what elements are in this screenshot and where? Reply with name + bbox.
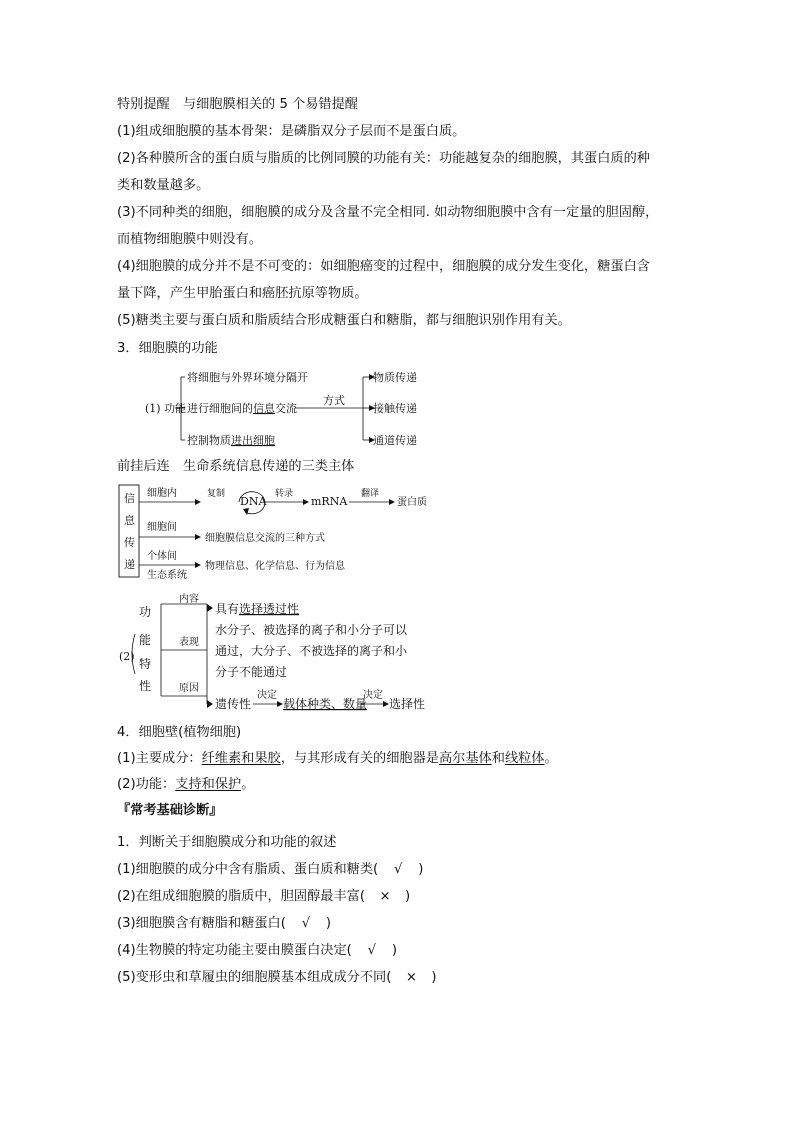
label-translation: 翻译	[361, 489, 380, 499]
tip-item-4: (4)细胞膜的成分并不是不可变的：如细胞癌变的过程中，细胞膜的成分发生变化，糖蛋白含	[117, 259, 650, 274]
cause-selectivity: 选择性	[389, 697, 426, 711]
check-mark: √	[367, 943, 377, 958]
label-replication: 复制	[207, 489, 226, 499]
branch-cause: 原因	[179, 683, 199, 694]
link-title: 前挂后连 生命系统信息传递的三类主体	[117, 459, 355, 474]
cell-wall-components: (1)主要成分：纤维素和果胶，与其形成有关的细胞器是高尔基体和线粒体。	[117, 751, 558, 766]
row-individual: 个体间	[147, 551, 177, 562]
func-label: (1) 功能	[145, 402, 187, 415]
tip-item-5: (5)糖类主要与蛋白质和脂质结合形成糖蛋白和糖脂，都与细胞识别作用有关。	[117, 313, 571, 328]
branch-expression: 表现	[179, 637, 199, 648]
tip-item-3-cont: 而植物细胞膜中则没有。	[117, 232, 263, 247]
cell-wall-function: (2)功能：支持和保护。	[117, 777, 255, 792]
tip-item-3: (3)不同种类的细胞，细胞膜的成分及含量不完全相同. 如动物细胞膜中含有一定量的胆固醇，	[117, 205, 659, 220]
tip-item-2: (2)各种膜所含的蛋白质与脂质的比例同膜的功能有关：功能越复杂的细胞膜，其蛋白质的种	[117, 151, 650, 166]
check-mark: √	[301, 916, 311, 931]
flow-dna: DNA	[240, 495, 267, 508]
check-mark: √	[394, 862, 403, 877]
tip-item-2-cont: 类和数量越多。	[117, 178, 210, 193]
tip-title: 特别提醒 与细胞膜相关的 5 个易错提醒	[117, 97, 358, 112]
label-transcription: 转录	[275, 489, 294, 499]
judgement-item-4: (4)生物膜的特定功能主要由膜蛋白决定( √ )	[117, 943, 397, 958]
func-transport: 控制物质进出细胞	[187, 434, 275, 447]
row-intracellular: 细胞内	[147, 488, 177, 499]
way-label: 方式	[323, 394, 345, 407]
box-char-2: 息	[124, 514, 135, 527]
tip-item-4-cont: 量下降，产生甲胎蛋白和癌胚抗原等物质。	[117, 286, 368, 301]
section4-title: 4．细胞壁(植物细胞)	[117, 725, 242, 740]
tip-item-1: (1)组成细胞膜的基本骨架：是磷脂双分子层而不是蛋白质。	[117, 124, 466, 139]
branch-content: 内容	[179, 594, 199, 605]
vert-char-2: 能	[139, 633, 152, 647]
way-channel: 通道传递	[373, 434, 417, 447]
prop-label: (2)	[119, 650, 135, 663]
way-material: 物质传递	[373, 371, 417, 384]
cause-decides-2: 决定	[363, 690, 383, 701]
cause-carrier: 载体种类、数量	[283, 697, 368, 711]
box-char-4: 递	[124, 558, 135, 571]
function-diagram	[145, 366, 445, 452]
individual-info-types: 物理信息、化学信息、行为信息	[205, 561, 345, 572]
judgement-item-2: (2)在组成细胞膜的脂质中，胆固醇最丰富( × )	[117, 889, 411, 904]
vert-char-3: 特	[139, 657, 152, 671]
func-separate: 将细胞与外界环境分隔开	[187, 371, 308, 384]
cause-decides-1: 决定	[257, 690, 277, 701]
section3-title: 3．细胞膜的功能	[117, 341, 218, 356]
diagnosis-heading: 『常考基础诊断』	[117, 803, 223, 818]
vert-char-1: 功	[139, 605, 152, 619]
judgement-item-5: (5)变形虫和草履虫的细胞膜基本组成成分不同( × )	[117, 970, 437, 985]
judgement-item-1: (1)细胞膜的成分中含有脂质、蛋白质和糖类( √ )	[117, 862, 424, 877]
judgement-item-3: (3)细胞膜含有糖脂和糖蛋白( √ )	[117, 916, 332, 931]
box-char-3: 传	[124, 536, 135, 549]
row-ecosystem: 生态系统	[147, 570, 187, 581]
flow-mrna: mRNA	[311, 495, 348, 508]
expression-line-1: 水分子、被选择的离子和小分子可以	[215, 623, 408, 637]
expression-line-3: 分子不能通过	[215, 665, 288, 679]
cause-heredity: 遗传性	[215, 697, 252, 711]
intercellular-ways: 细胞膜信息交流的三种方式	[205, 533, 325, 544]
flow-protein: 蛋白质	[397, 497, 427, 508]
func-info: 进行细胞间的信息交流	[187, 402, 297, 415]
vert-char-4: 性	[139, 679, 152, 693]
function-property-diagram	[117, 592, 437, 720]
cross-mark: ×	[405, 970, 417, 985]
diagnosis-question: 1．判断关于细胞膜成分和功能的叙述	[117, 835, 337, 850]
row-intercellular: 细胞间	[147, 522, 177, 533]
content-text: 具有选择透过性	[215, 602, 300, 616]
way-contact: 接触传递	[373, 402, 417, 415]
box-char-1: 信	[124, 492, 135, 505]
cross-mark: ×	[379, 889, 391, 904]
expression-line-2: 通过，大分子、不被选择的离子和小	[215, 644, 408, 658]
info-transfer-diagram	[117, 482, 447, 582]
